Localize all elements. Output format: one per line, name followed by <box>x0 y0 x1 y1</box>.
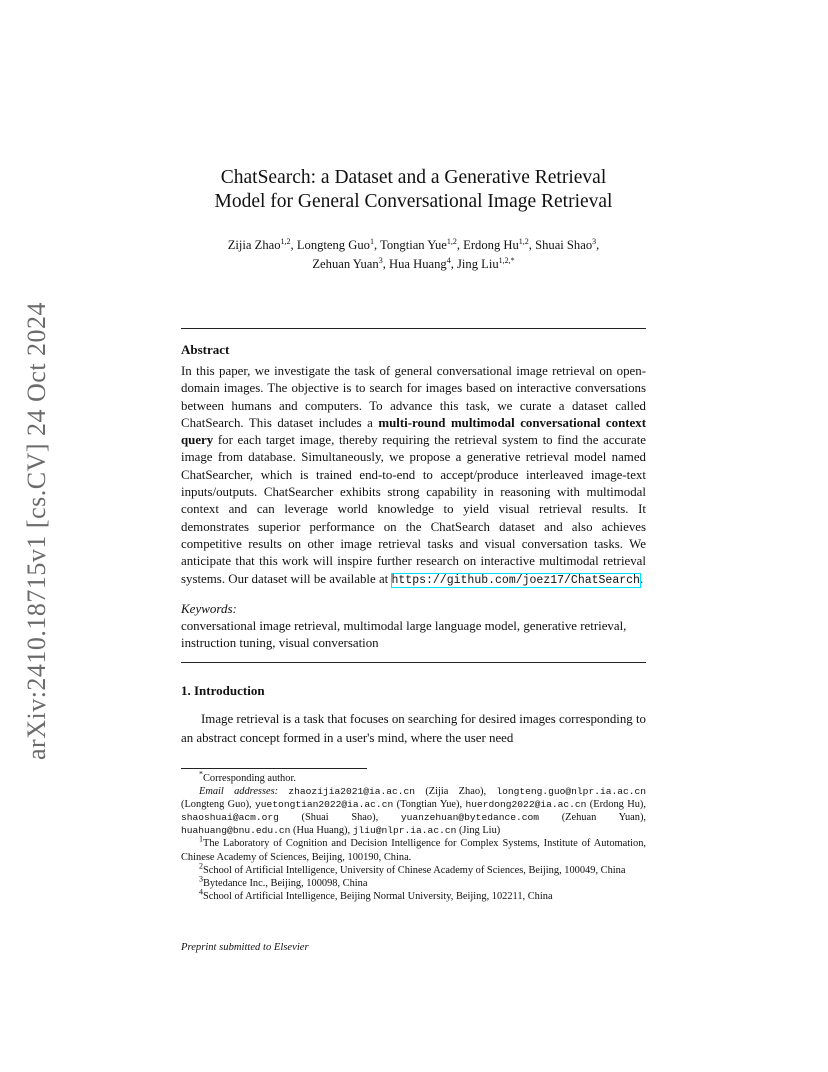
keywords-text: conversational image retrieval, multimodal large language model, generative retrieval, instruction tuning, visual conversation <box>181 619 627 650</box>
author: Jing Liu$^{1,2,*}$ <box>457 255 515 271</box>
author-list <box>181 236 646 274</box>
abstract-top-rule <box>181 328 646 329</box>
footnote-affiliation-3: $^3$Bytedance Inc., Beijing, 100098, China <box>199 874 368 889</box>
footnotes <box>181 769 647 903</box>
footnote-affiliation-2: $^2$School of Artificial Intelligence, University of Chinese Academy of Sciences, Beijing, 100049, China <box>199 861 626 876</box>
paper-title <box>181 166 646 214</box>
abstract-bottom-rule <box>181 662 646 663</box>
author: Hua Huang$^4$, <box>388 255 457 271</box>
title-line-2: Model for General Conversational Image Retrieval <box>214 191 613 212</box>
abstract-text: In this paper, we investigate the task of general conversational image retrieval on open-domain images. The objective is to search for images based on interactive conversations between humans and computers. To advance this task, we curate a dataset called ChatSearch. This dataset includes a multi-round multimodal conversational context query for each target image, thereby requiring the retrieval system to find the accurate image from database. Simultaneously, we propose a generative retrieval model named ChatSearcher, which is trained end-to-end to accept/produce interleaved image-text inputs/outputs. ChatSearcher exhibits strong capability in reasoning with multimodal context and can leverage world knowledge to yield visual retrieval results. It demonstrates superior performance on the ChatSearch dataset and also achieves competitive results on other image retrieval tasks and visual conversation tasks. We anticipate that this work will inspire further research on interactive multimodal retrieval systems. Our dataset will be available at https://github.com/joez17/ChatSearch. <box>181 364 646 587</box>
abstract-bold-phrase: multi-round multimodal conversational context query <box>181 415 646 448</box>
preprint-notice: Preprint submitted to Elsevier <box>181 942 309 953</box>
author: Zijia Zhao$^{1,2}$, <box>227 236 297 252</box>
title-line-1: ChatSearch: a Dataset and a Generative Retrieval <box>220 167 607 188</box>
footnote-affiliation-1: $^1$The Laboratory of Cognition and Decision Intelligence for Complex Systems, Institute of Automation, Chinese Academy of Sciences, Beijing, 100190, China. <box>181 835 646 863</box>
footnote-affiliation-4: $^4$School of Artificial Intelligence, Beijing Normal University, Beijing, 102211, China <box>199 887 553 902</box>
abstract-heading: Abstract <box>181 342 230 357</box>
author: Erdong Hu$^{1,2}$, <box>463 236 536 252</box>
arxiv-identifier: arXiv:2410.18715v1 [cs.CV] 24 Oct 2024 <box>22 301 51 760</box>
author: Longteng Guo$^1$, <box>296 236 381 252</box>
introduction-text: Image retrieval is a task that focuses on searching for desired images corresponding to an abstract concept formed in a user's mind, where the user need <box>181 712 646 745</box>
footnote-corresponding: *Corresponding author. <box>199 769 296 784</box>
footnote-emails: Email addresses: zhaozijia2021@ia.ac.cn (Zijia Zhao), longteng.guo@nlpr.ia.ac.cn (Longteng Guo), yuetongtian2022@ia.ac.cn (Tongtian Yue), huerdong2022@ia.ac.cn (Erdong Hu), shaoshuai@acm.org (Shuai Shao), yuanzehuan@bytedance.com (Zehuan Yuan), huahuang@bnu.edu.cn (Hua Huang), jliu@nlpr.ia.ac.cn (Jing Liu) <box>181 786 647 837</box>
author: Shuai Shao$^3$, <box>535 236 600 252</box>
footnote-rule <box>181 768 367 769</box>
keywords-heading: Keywords: <box>181 601 237 616</box>
section-heading-introduction: 1. Introduction <box>181 683 265 698</box>
dataset-link[interactable]: https://github.com/joez17/ChatSearch <box>391 573 640 587</box>
author: Tongtian Yue$^{1,2}$, <box>380 236 464 252</box>
author: Zehuan Yuan$^3$, <box>312 255 389 271</box>
